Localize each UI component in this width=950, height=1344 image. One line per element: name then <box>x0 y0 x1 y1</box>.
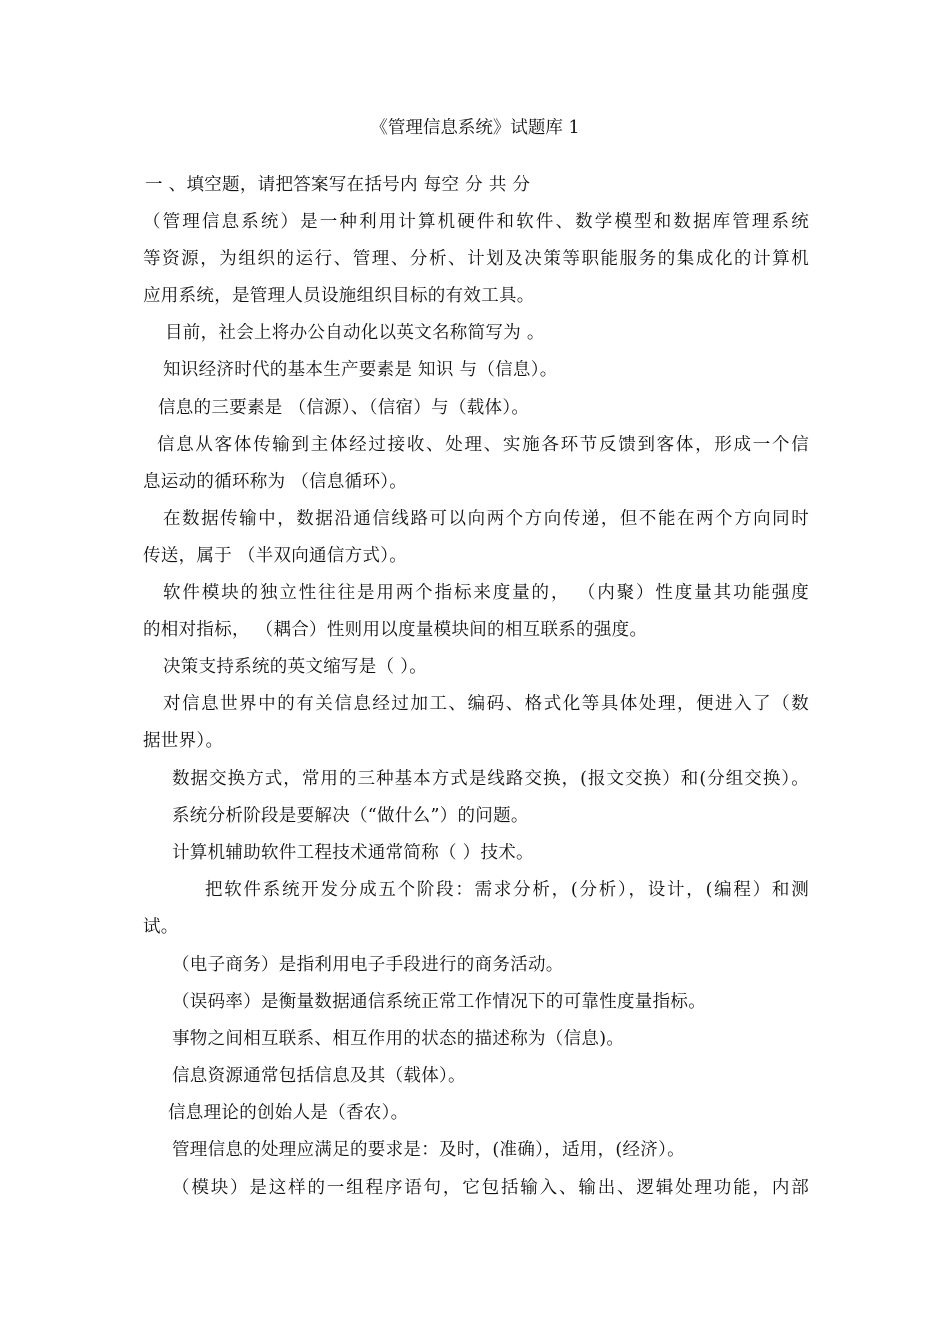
text-line: 信息资源通常包括信息及其（载体）。 <box>172 1066 466 1086</box>
text-line: 事物之间相互联系、相互作用的状态的描述称为（信息)。 <box>172 1029 625 1049</box>
text-line: （电子商务）是指利用电子手段进行的商务活动。 <box>172 955 564 975</box>
document-title: 《管理信息系统》试题库 1 <box>370 118 580 138</box>
text-line: 息运动的循环称为 （信息循环）。 <box>143 472 408 492</box>
text-line: 目前，社会上将办公自动化以英文名称简写为 。 <box>165 323 545 343</box>
text-line: 传送，属于 （半双向通信方式）。 <box>143 546 408 566</box>
text-line: 把软件系统开发分成五个阶段：需求分析，(分析），设计，(编程）和测 <box>205 880 809 900</box>
text-line: 信息从客体传输到主体经过接收、处理、实施各环节反馈到客体，形成一个信 <box>157 435 809 455</box>
text-line: （误码率）是衡量数据通信系统正常工作情况下的可靠性度量指标。 <box>172 992 706 1012</box>
text-line: 决策支持系统的英文缩写是（ ）。 <box>163 657 428 677</box>
text-line: 数据交换方式，常用的三种基本方式是线路交换，(报文交换）和(分组交换）。 <box>172 769 809 789</box>
text-line: 在数据传输中，数据沿通信线路可以向两个方向传递，但不能在两个方向同时 <box>163 509 809 529</box>
text-line: 试。 <box>143 917 179 937</box>
text-line: 管理信息的处理应满足的要求是：及时，(准确），适用，(经济）。 <box>172 1140 685 1160</box>
text-line: 应用系统，是管理人员设施组织目标的有效工具。 <box>143 286 535 306</box>
text-line: 对信息世界中的有关信息经过加工、编码、格式化等具体处理，便进入了（数 <box>163 694 809 714</box>
text-line: 据世界）。 <box>143 731 224 751</box>
text-line: 计算机辅助软件工程技术通常简称（ ）技术。 <box>172 843 534 863</box>
text-line: 信息理论的创始人是（香农）。 <box>168 1103 409 1123</box>
text-line: 的相对指标， （耦合）性则用以度量模块间的相互联系的强度。 <box>143 620 648 640</box>
text-line: （模块）是这样的一组程序语句，它包括输入、输出、逻辑处理功能，内部 <box>172 1178 809 1198</box>
text-line: 等资源，为组织的运行、管理、分析、计划及决策等职能服务的集成化的计算机 <box>143 249 809 269</box>
text-line: 知识经济时代的基本生产要素是 知识 与（信息）。 <box>163 360 558 380</box>
text-line: 系统分析阶段是要解决（“做什么”）的问题。 <box>172 806 529 826</box>
text-line: 信息的三要素是 （信源）、（信宿）与（载体）。 <box>158 398 530 418</box>
section-heading: 一 、填空题，请把答案写在括号内 每空 分 共 分 <box>145 175 531 195</box>
text-line: 软件模块的独立性往往是用两个指标来度量的， （内聚）性度量其功能强度 <box>163 583 809 603</box>
text-line: （管理信息系统）是一种利用计算机硬件和软件、数学模型和数据库管理系统 <box>143 212 809 232</box>
